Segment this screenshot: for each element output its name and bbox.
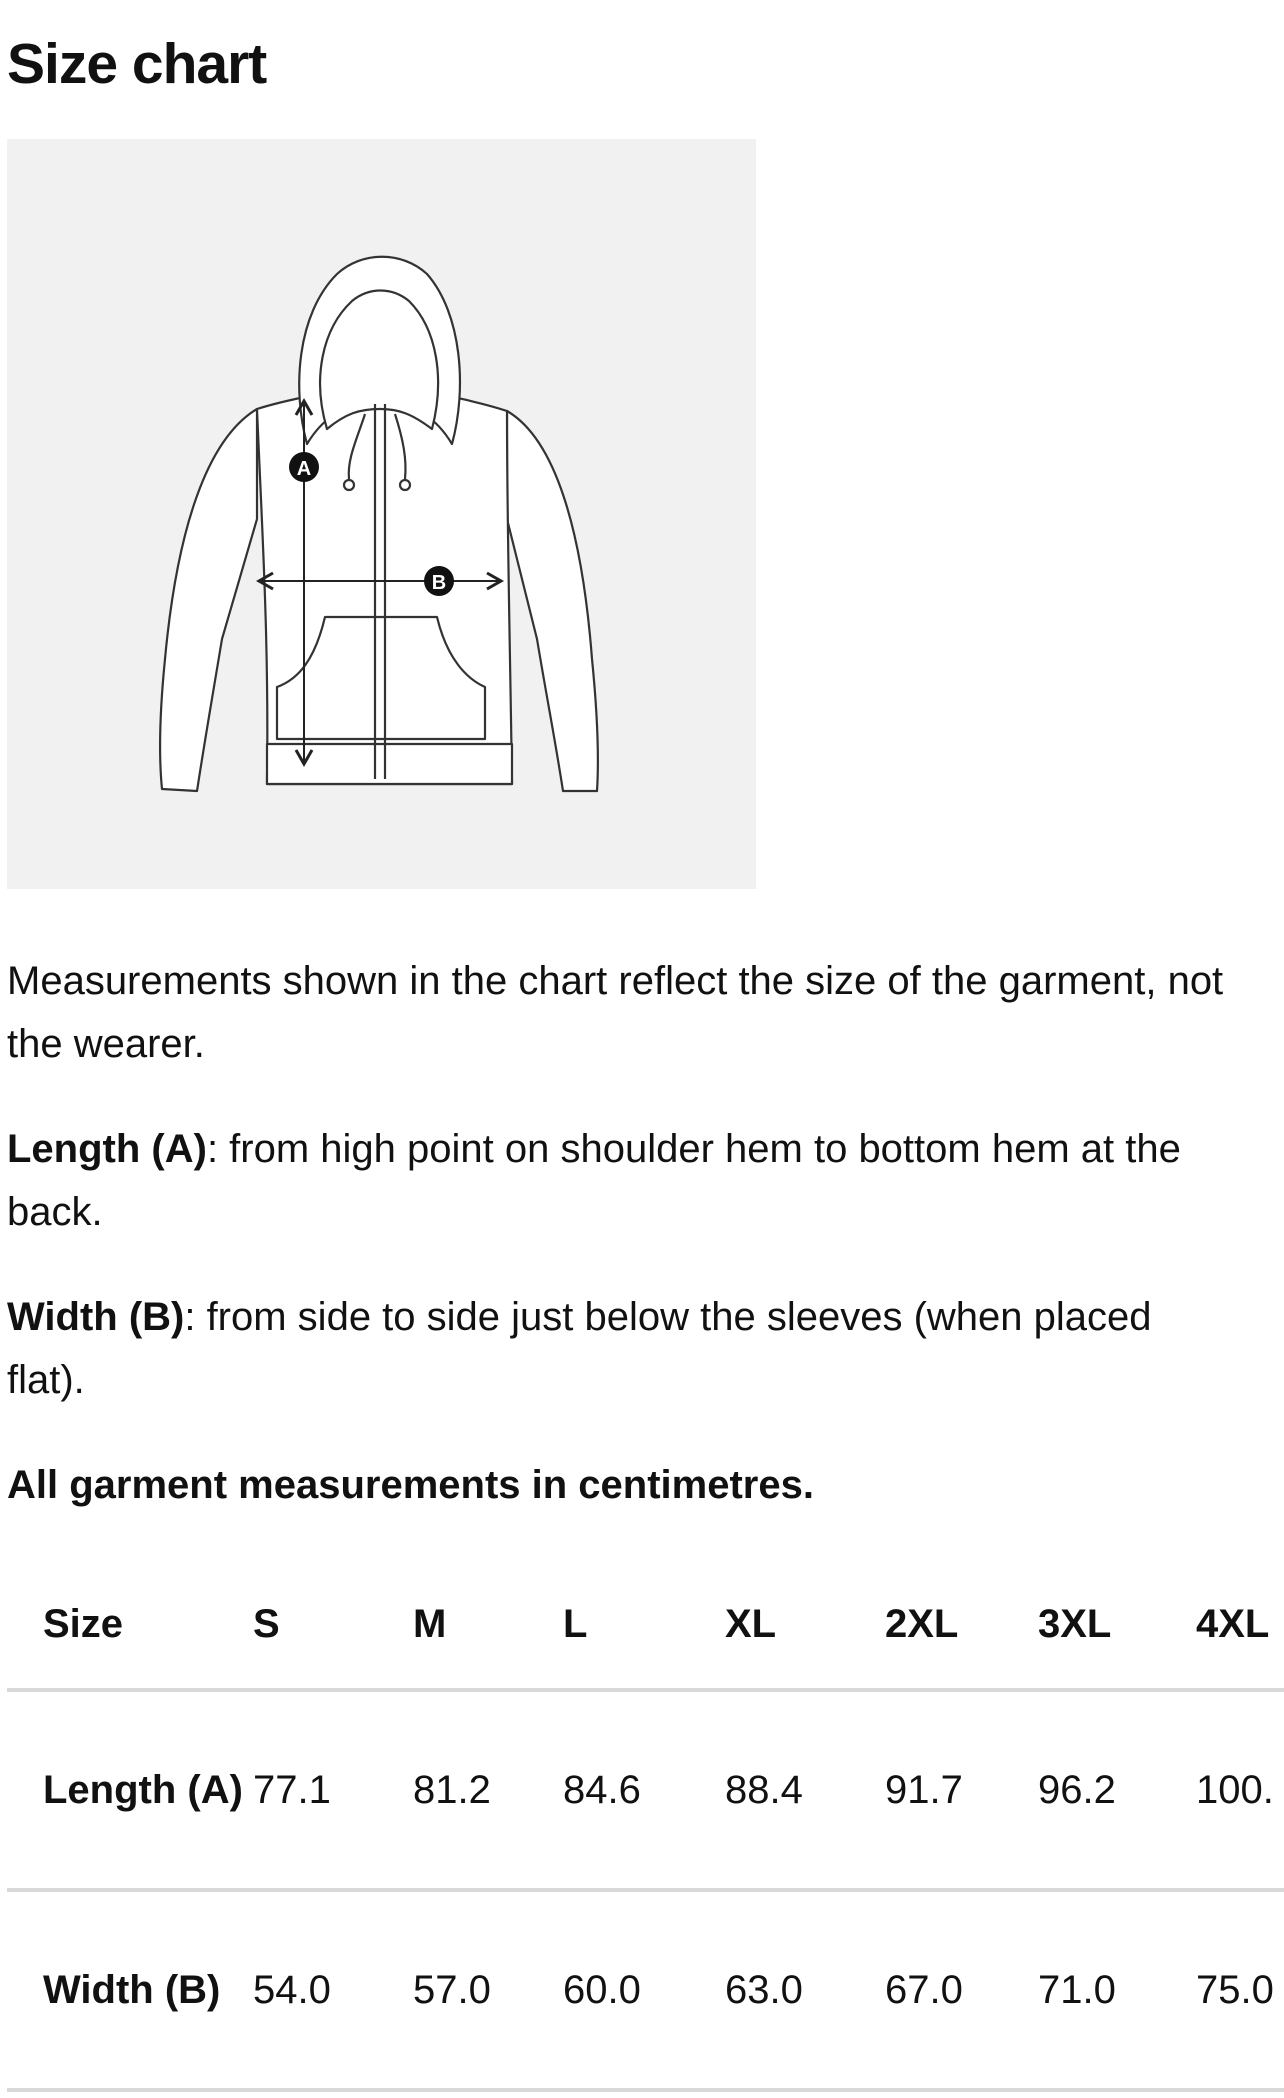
table-cell: 96.2 xyxy=(1038,1690,1196,1890)
size-column-header: 3XL xyxy=(1038,1560,1196,1690)
page-title: Size chart xyxy=(7,32,267,96)
table-cell: 67.0 xyxy=(885,1890,1038,2090)
table-row xyxy=(7,1690,1284,1890)
table-cell: 54.0 xyxy=(253,1890,413,2090)
row-label-width: Width (B) xyxy=(7,1890,253,2090)
table-cell: 71.0 xyxy=(1038,1890,1196,2090)
marker-a xyxy=(289,452,319,482)
size-column-header: L xyxy=(563,1560,725,1690)
table-cell: 81.2 xyxy=(413,1690,563,1890)
intro-text: Measurements shown in the chart reflect the size of the garment, not the wearer. xyxy=(7,959,1224,1066)
table-row xyxy=(7,1890,1284,2090)
marker-b xyxy=(424,566,454,596)
table-cell: 57.0 xyxy=(413,1890,563,2090)
size-header: Size xyxy=(7,1560,253,1690)
size-table xyxy=(7,1560,1284,2092)
svg-text:B: B xyxy=(431,572,447,594)
table-cell: 63.0 xyxy=(725,1890,885,2090)
length-description xyxy=(7,1118,1227,1244)
length-label: Length (A) xyxy=(7,1127,207,1171)
svg-text:A: A xyxy=(296,458,312,480)
table-cell: 100. xyxy=(1196,1690,1284,1890)
row-label-length: Length (A) xyxy=(7,1690,253,1890)
table-cell: 91.7 xyxy=(885,1690,1038,1890)
size-column-header: 2XL xyxy=(885,1560,1038,1690)
size-column-header: S xyxy=(253,1560,413,1690)
table-cell: 75.0 xyxy=(1196,1890,1284,2090)
width-label: Width (B) xyxy=(7,1295,185,1339)
hoodie-diagram xyxy=(7,139,756,889)
table-cell: 77.1 xyxy=(253,1690,413,1890)
table-cell: 60.0 xyxy=(563,1890,725,2090)
length-text: : from high point on shoulder hem to bottom hem at the back. xyxy=(7,1127,1181,1234)
units-note: All garment measurements in centimetres. xyxy=(7,1463,814,1507)
hoodie-measurement-diagram-icon xyxy=(7,139,756,889)
table-cell: 84.6 xyxy=(563,1690,725,1890)
table-header-row xyxy=(7,1560,1284,1690)
size-column-header: M xyxy=(413,1560,563,1690)
table-cell: 88.4 xyxy=(725,1690,885,1890)
width-text: : from side to side just below the sleeves (when placed flat). xyxy=(7,1295,1152,1402)
size-column-header: XL xyxy=(725,1560,885,1690)
size-column-header: 4XL xyxy=(1196,1560,1284,1690)
width-description xyxy=(7,1286,1227,1412)
